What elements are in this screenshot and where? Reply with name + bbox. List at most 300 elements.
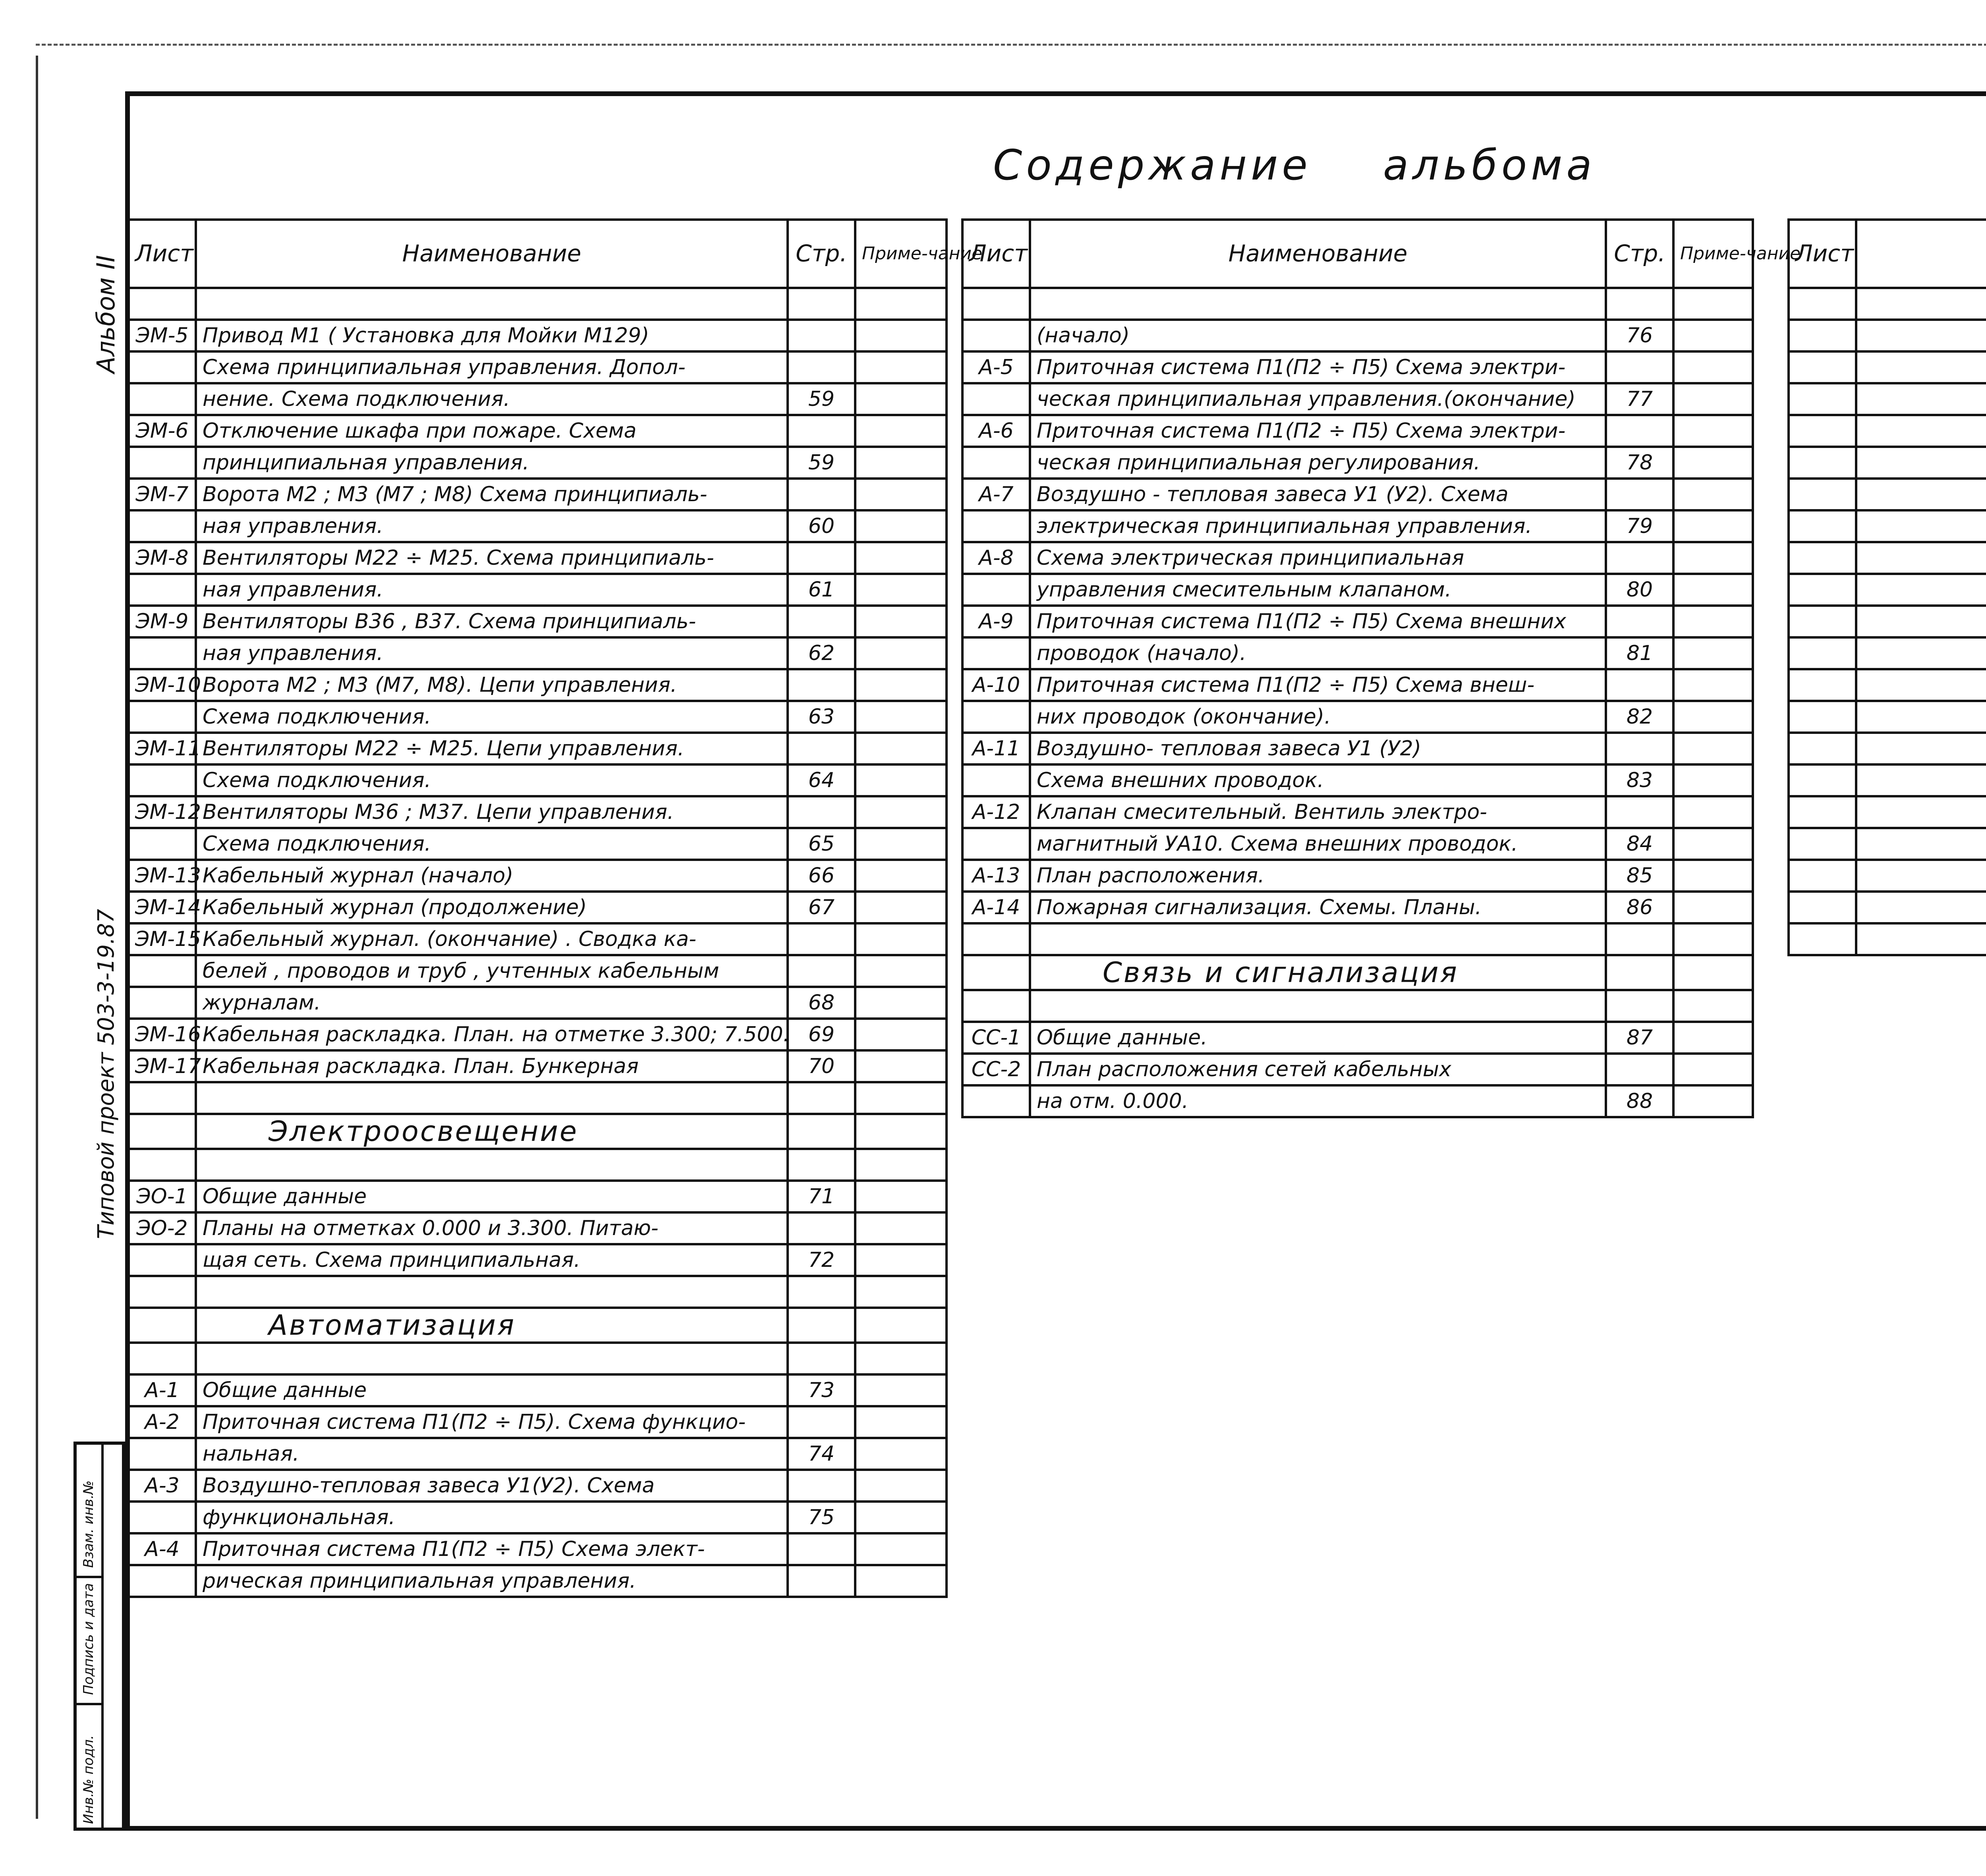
note-cell <box>1673 542 1753 574</box>
name-cell: Вентиляторы М22 ÷ М25. Цепи управления. <box>196 733 788 764</box>
name-cell: Приточная система П1(П2 ÷ П5) Схема электри- <box>1030 415 1606 447</box>
name-cell <box>1856 701 1986 733</box>
table-row <box>128 669 947 701</box>
page-cell: 68 <box>788 987 855 1019</box>
page-cell <box>788 1082 855 1114</box>
note-cell <box>855 574 947 606</box>
name-cell: ческая принципиальная управления.(окончание) <box>1030 383 1606 415</box>
page-cell: 70 <box>788 1050 855 1082</box>
name-cell: Клапан смесительный. Вентиль электро- <box>1030 796 1606 828</box>
list-cell <box>962 828 1030 860</box>
page-cell <box>788 606 855 637</box>
table-row <box>962 701 1753 733</box>
page-cell: 59 <box>788 383 855 415</box>
list-cell <box>962 1085 1030 1117</box>
note-cell <box>1673 574 1753 606</box>
page-cell: 79 <box>1606 510 1673 542</box>
name-cell <box>196 1343 788 1374</box>
name-cell: Схема принципиальная управления. Допол- <box>196 351 788 383</box>
name-cell <box>1856 669 1986 701</box>
name-cell: Воздушно-тепловая завеса У1(У2). Схема <box>196 1470 788 1502</box>
list-cell: А-5 <box>962 351 1030 383</box>
table-row <box>128 542 947 574</box>
list-cell <box>128 574 196 606</box>
note-cell <box>1673 764 1753 796</box>
note-cell <box>855 1502 947 1533</box>
table-row <box>962 828 1753 860</box>
list-cell <box>1789 923 1856 955</box>
table-row <box>128 701 947 733</box>
list-cell <box>1789 701 1856 733</box>
note-cell <box>855 1212 947 1244</box>
page-cell <box>788 351 855 383</box>
page-cell: 59 <box>788 447 855 479</box>
name-cell: рическая принципиальная управления. <box>196 1565 788 1597</box>
note-cell <box>855 542 947 574</box>
name-cell <box>1856 542 1986 574</box>
page-cell <box>788 1114 855 1149</box>
list-cell <box>128 1565 196 1597</box>
table-row <box>1789 669 1986 701</box>
page-cell <box>788 415 855 447</box>
page-cell <box>788 923 855 955</box>
note-cell <box>855 351 947 383</box>
table-row <box>128 796 947 828</box>
name-cell: нальная. <box>196 1438 788 1470</box>
list-cell <box>962 320 1030 351</box>
table-row <box>962 955 1753 990</box>
name-cell: щая сеть. Схема принципиальная. <box>196 1244 788 1276</box>
name-cell: Общие данные. <box>1030 1022 1606 1054</box>
page-cell: 87 <box>1606 1022 1673 1054</box>
page-cell <box>1606 415 1673 447</box>
table-header <box>962 220 1753 288</box>
table-row <box>128 479 947 510</box>
note-cell <box>1673 351 1753 383</box>
list-cell <box>128 955 196 987</box>
name-cell <box>1856 764 1986 796</box>
name-cell: Кабельный журнал. (окончание) . Сводка ка- <box>196 923 788 955</box>
list-cell <box>128 288 196 320</box>
table-row <box>962 606 1753 637</box>
list-cell <box>1789 510 1856 542</box>
note-cell <box>855 1082 947 1114</box>
table-row <box>128 892 947 923</box>
name-cell <box>196 1149 788 1181</box>
note-cell <box>855 796 947 828</box>
note-cell <box>855 606 947 637</box>
list-cell <box>962 990 1030 1022</box>
header-list: Лист <box>962 220 1030 288</box>
table-row <box>962 669 1753 701</box>
list-cell <box>962 701 1030 733</box>
name-cell: Приточная система П1(П2 ÷ П5) Схема элект- <box>196 1533 788 1565</box>
stamp-sign-label: Подпись и дата <box>81 1583 97 1695</box>
name-cell: Приточная система П1(П2 ÷ П5). Схема функцио- <box>196 1406 788 1438</box>
list-cell: ЭМ-6 <box>128 415 196 447</box>
table-row <box>128 1470 947 1502</box>
table-row <box>962 637 1753 669</box>
page-cell <box>788 1308 855 1343</box>
page-cell: 83 <box>1606 764 1673 796</box>
name-cell: управления смесительным клапаном. <box>1030 574 1606 606</box>
name-cell: Кабельная раскладка. План. на отметке 3.300; 7.500. <box>196 1019 788 1050</box>
page-cell <box>788 1565 855 1597</box>
list-cell: А-8 <box>962 542 1030 574</box>
page-cell <box>1606 669 1673 701</box>
name-cell <box>1856 447 1986 479</box>
name-cell: Вентиляторы В36 , В37. Схема принципиаль- <box>196 606 788 637</box>
table-row <box>128 1244 947 1276</box>
page-cell: 66 <box>788 860 855 892</box>
list-cell: А-7 <box>962 479 1030 510</box>
page-cell: 65 <box>788 828 855 860</box>
table-row <box>128 637 947 669</box>
list-cell <box>962 510 1030 542</box>
name-cell: План расположения. <box>1030 860 1606 892</box>
header-page: Стр. <box>1606 220 1673 288</box>
page-cell: 84 <box>1606 828 1673 860</box>
table-row <box>128 1149 947 1181</box>
name-cell: электрическая принципиальная управления. <box>1030 510 1606 542</box>
table-row <box>1789 320 1986 351</box>
left-margin-line <box>36 56 38 1819</box>
name-cell: ческая принципиальная регулирования. <box>1030 447 1606 479</box>
list-cell: ЭМ-8 <box>128 542 196 574</box>
page-cell: 85 <box>1606 860 1673 892</box>
name-cell <box>1856 415 1986 447</box>
page-cell <box>1606 733 1673 764</box>
name-cell <box>1856 860 1986 892</box>
table-row <box>128 1082 947 1114</box>
table-row <box>128 383 947 415</box>
note-cell <box>1673 447 1753 479</box>
note-cell <box>855 860 947 892</box>
table-row <box>1789 510 1986 542</box>
list-cell <box>1789 860 1856 892</box>
table-row <box>962 1022 1753 1054</box>
note-cell <box>1673 669 1753 701</box>
page-cell <box>788 1276 855 1308</box>
note-cell <box>1673 733 1753 764</box>
list-cell <box>1789 479 1856 510</box>
list-cell <box>1789 574 1856 606</box>
note-cell <box>1673 892 1753 923</box>
contents-table-2 <box>961 218 1801 1118</box>
table-row <box>128 351 947 383</box>
list-cell <box>128 1343 196 1374</box>
name-cell: на отм. 0.000. <box>1030 1085 1606 1117</box>
note-cell <box>855 1050 947 1082</box>
table-row <box>128 606 947 637</box>
name-cell: Кабельный журнал (начало) <box>196 860 788 892</box>
header-list: Лист <box>1789 220 1856 288</box>
note-cell <box>1673 288 1753 320</box>
note-cell <box>855 383 947 415</box>
page-cell: 76 <box>1606 320 1673 351</box>
header-name <box>1856 220 1986 288</box>
note-cell <box>855 1374 947 1406</box>
page-cell <box>788 320 855 351</box>
name-cell <box>1856 288 1986 320</box>
table-row <box>128 574 947 606</box>
table-row <box>962 764 1753 796</box>
page-cell: 60 <box>788 510 855 542</box>
list-cell <box>962 955 1030 990</box>
list-cell <box>1789 383 1856 415</box>
title-word-1: Содержание <box>993 141 1312 189</box>
list-cell <box>962 923 1030 955</box>
name-cell: Кабельная раскладка. План. Бункерная <box>196 1050 788 1082</box>
list-cell <box>128 1082 196 1114</box>
note-cell <box>855 1565 947 1597</box>
table-row <box>128 1019 947 1050</box>
name-cell: Общие данные <box>196 1181 788 1212</box>
page-cell: 81 <box>1606 637 1673 669</box>
table-row <box>962 542 1753 574</box>
name-cell <box>1856 637 1986 669</box>
header-name: Наименование <box>1030 220 1606 288</box>
name-cell <box>1856 320 1986 351</box>
list-cell: А-1 <box>128 1374 196 1406</box>
page-cell: 62 <box>788 637 855 669</box>
page-cell <box>1606 923 1673 955</box>
note-cell <box>1673 479 1753 510</box>
page-cell <box>788 1406 855 1438</box>
list-cell <box>128 510 196 542</box>
page-cell <box>1606 288 1673 320</box>
page-cell <box>1606 796 1673 828</box>
note-cell <box>855 892 947 923</box>
list-cell <box>1789 288 1856 320</box>
name-cell: Схема электрическая принципиальная <box>1030 542 1606 574</box>
note-cell <box>1673 701 1753 733</box>
note-cell <box>855 1533 947 1565</box>
name-cell <box>1856 510 1986 542</box>
table-row <box>128 1533 947 1565</box>
table-row <box>128 1050 947 1082</box>
table-row <box>1789 447 1986 479</box>
note-cell <box>855 828 947 860</box>
list-cell <box>1789 606 1856 637</box>
list-cell <box>128 828 196 860</box>
list-cell: ЭМ-14 <box>128 892 196 923</box>
name-cell <box>1030 288 1606 320</box>
list-cell: А-12 <box>962 796 1030 828</box>
table-row <box>128 1406 947 1438</box>
table-row <box>128 1181 947 1212</box>
list-cell <box>128 447 196 479</box>
name-cell <box>1856 351 1986 383</box>
note-cell <box>855 320 947 351</box>
list-cell <box>128 1276 196 1308</box>
name-cell <box>1856 606 1986 637</box>
table-header <box>128 220 947 288</box>
note-cell <box>1673 415 1753 447</box>
list-cell <box>128 1114 196 1149</box>
list-cell <box>128 637 196 669</box>
name-cell: ная управления. <box>196 574 788 606</box>
name-cell: План расположения сетей кабельных <box>1030 1054 1606 1085</box>
note-cell <box>855 764 947 796</box>
note-cell <box>1673 1022 1753 1054</box>
table-row <box>962 990 1753 1022</box>
table-row <box>1789 351 1986 383</box>
table-row <box>1789 860 1986 892</box>
page-cell: 77 <box>1606 383 1673 415</box>
section-heading: Автоматизация <box>196 1308 788 1343</box>
note-cell <box>855 288 947 320</box>
note-cell <box>855 1470 947 1502</box>
table-row <box>1789 701 1986 733</box>
name-cell: Воздушно - тепловая завеса У1 (У2). Схема <box>1030 479 1606 510</box>
note-cell <box>855 987 947 1019</box>
list-cell: ЭМ-9 <box>128 606 196 637</box>
header-page: Стр. <box>788 220 855 288</box>
table-row <box>1789 764 1986 796</box>
page-cell <box>1606 351 1673 383</box>
name-cell: них проводок (окончание). <box>1030 701 1606 733</box>
list-cell <box>128 701 196 733</box>
table-row <box>962 320 1753 351</box>
list-cell: А-3 <box>128 1470 196 1502</box>
table-row <box>962 510 1753 542</box>
table-row <box>962 860 1753 892</box>
title-word-2: альбома <box>1383 141 1596 189</box>
page-cell: 63 <box>788 701 855 733</box>
name-cell: Пожарная сигнализация. Схемы. Планы. <box>1030 892 1606 923</box>
table-row <box>128 1502 947 1533</box>
list-cell <box>1789 637 1856 669</box>
list-cell: ЭМ-10 <box>128 669 196 701</box>
name-cell <box>1856 923 1986 955</box>
page-cell: 69 <box>788 1019 855 1050</box>
list-cell: ЭМ-13 <box>128 860 196 892</box>
table-row <box>128 860 947 892</box>
name-cell: Воздушно- тепловая завеса У1 (У2) <box>1030 733 1606 764</box>
note-cell <box>1673 1054 1753 1085</box>
note-cell <box>855 923 947 955</box>
list-cell: ЭМ-5 <box>128 320 196 351</box>
name-cell <box>1856 479 1986 510</box>
contents-table-1 <box>127 218 983 1598</box>
note-cell <box>1673 955 1753 990</box>
name-cell <box>196 1276 788 1308</box>
list-cell: А-2 <box>128 1406 196 1438</box>
list-cell <box>1789 733 1856 764</box>
table-row <box>962 288 1753 320</box>
table-row <box>1789 923 1986 955</box>
contents-table-3 <box>1787 218 1986 956</box>
page-cell: 64 <box>788 764 855 796</box>
name-cell: Схема внешних проводок. <box>1030 764 1606 796</box>
table-row <box>128 987 947 1019</box>
name-cell <box>196 288 788 320</box>
name-cell: Приточная система П1(П2 ÷ П5) Схема внеш- <box>1030 669 1606 701</box>
table-row <box>128 1114 947 1149</box>
table-row <box>1789 796 1986 828</box>
list-cell <box>1789 415 1856 447</box>
table-row <box>1789 542 1986 574</box>
note-cell <box>855 637 947 669</box>
page-cell <box>788 1343 855 1374</box>
list-cell <box>962 637 1030 669</box>
name-cell: Ворота М2 ; М3 (М7, М8). Цепи управления. <box>196 669 788 701</box>
name-cell <box>196 1082 788 1114</box>
name-cell <box>1856 828 1986 860</box>
list-cell <box>962 574 1030 606</box>
page-cell <box>1606 990 1673 1022</box>
name-cell: Отключение шкафа при пожаре. Схема <box>196 415 788 447</box>
table-row <box>1789 828 1986 860</box>
name-cell: Привод М1 ( Установка для Мойки М129) <box>196 320 788 351</box>
list-cell <box>128 1438 196 1470</box>
note-cell <box>855 1019 947 1050</box>
name-cell: Вентиляторы М22 ÷ М25. Схема принципиаль- <box>196 542 788 574</box>
album-label: Альбом II <box>91 255 120 373</box>
list-cell: ЭМ-15 <box>128 923 196 955</box>
section-heading: Связь и сигнализация <box>1030 955 1606 990</box>
table-row <box>1789 733 1986 764</box>
list-cell: ЭМ-17 <box>128 1050 196 1082</box>
table-row <box>1789 606 1986 637</box>
name-cell: Приточная система П1(П2 ÷ П5) Схема электри- <box>1030 351 1606 383</box>
note-cell <box>855 510 947 542</box>
page-cell <box>788 733 855 764</box>
table-row <box>962 1085 1753 1117</box>
table-header <box>1789 220 1986 288</box>
name-cell: Общие данные <box>196 1374 788 1406</box>
note-cell <box>855 1181 947 1212</box>
approval-stamp <box>73 1442 125 1831</box>
page-cell: 73 <box>788 1374 855 1406</box>
note-cell <box>1673 796 1753 828</box>
name-cell: Приточная система П1(П2 ÷ П5) Схема внешних <box>1030 606 1606 637</box>
name-cell: Схема подключения. <box>196 828 788 860</box>
header-name: Наименование <box>196 220 788 288</box>
table-row <box>128 1374 947 1406</box>
table-row <box>1789 288 1986 320</box>
list-cell <box>1789 828 1856 860</box>
page-cell <box>1606 542 1673 574</box>
list-cell <box>128 764 196 796</box>
list-cell: ЭО-1 <box>128 1181 196 1212</box>
page-cell: 71 <box>788 1181 855 1212</box>
name-cell: нение. Схема подключения. <box>196 383 788 415</box>
table-row <box>962 796 1753 828</box>
list-cell <box>1789 764 1856 796</box>
list-cell <box>1789 796 1856 828</box>
list-cell: ЭМ-7 <box>128 479 196 510</box>
page-cell: 67 <box>788 892 855 923</box>
table-row <box>962 574 1753 606</box>
top-border-line <box>36 44 1986 46</box>
list-cell: СС-1 <box>962 1022 1030 1054</box>
list-cell: А-11 <box>962 733 1030 764</box>
list-cell: ЭО-2 <box>128 1212 196 1244</box>
page-cell: 78 <box>1606 447 1673 479</box>
page-cell: 88 <box>1606 1085 1673 1117</box>
page-cell: 82 <box>1606 701 1673 733</box>
page-cell <box>1606 479 1673 510</box>
name-cell: магнитный УА10. Схема внешних проводок. <box>1030 828 1606 860</box>
table-row <box>1789 383 1986 415</box>
name-cell: Вентиляторы М36 ; М37. Цепи управления. <box>196 796 788 828</box>
page-cell <box>788 1149 855 1181</box>
list-cell <box>128 1149 196 1181</box>
note-cell <box>1673 510 1753 542</box>
note-cell <box>855 447 947 479</box>
